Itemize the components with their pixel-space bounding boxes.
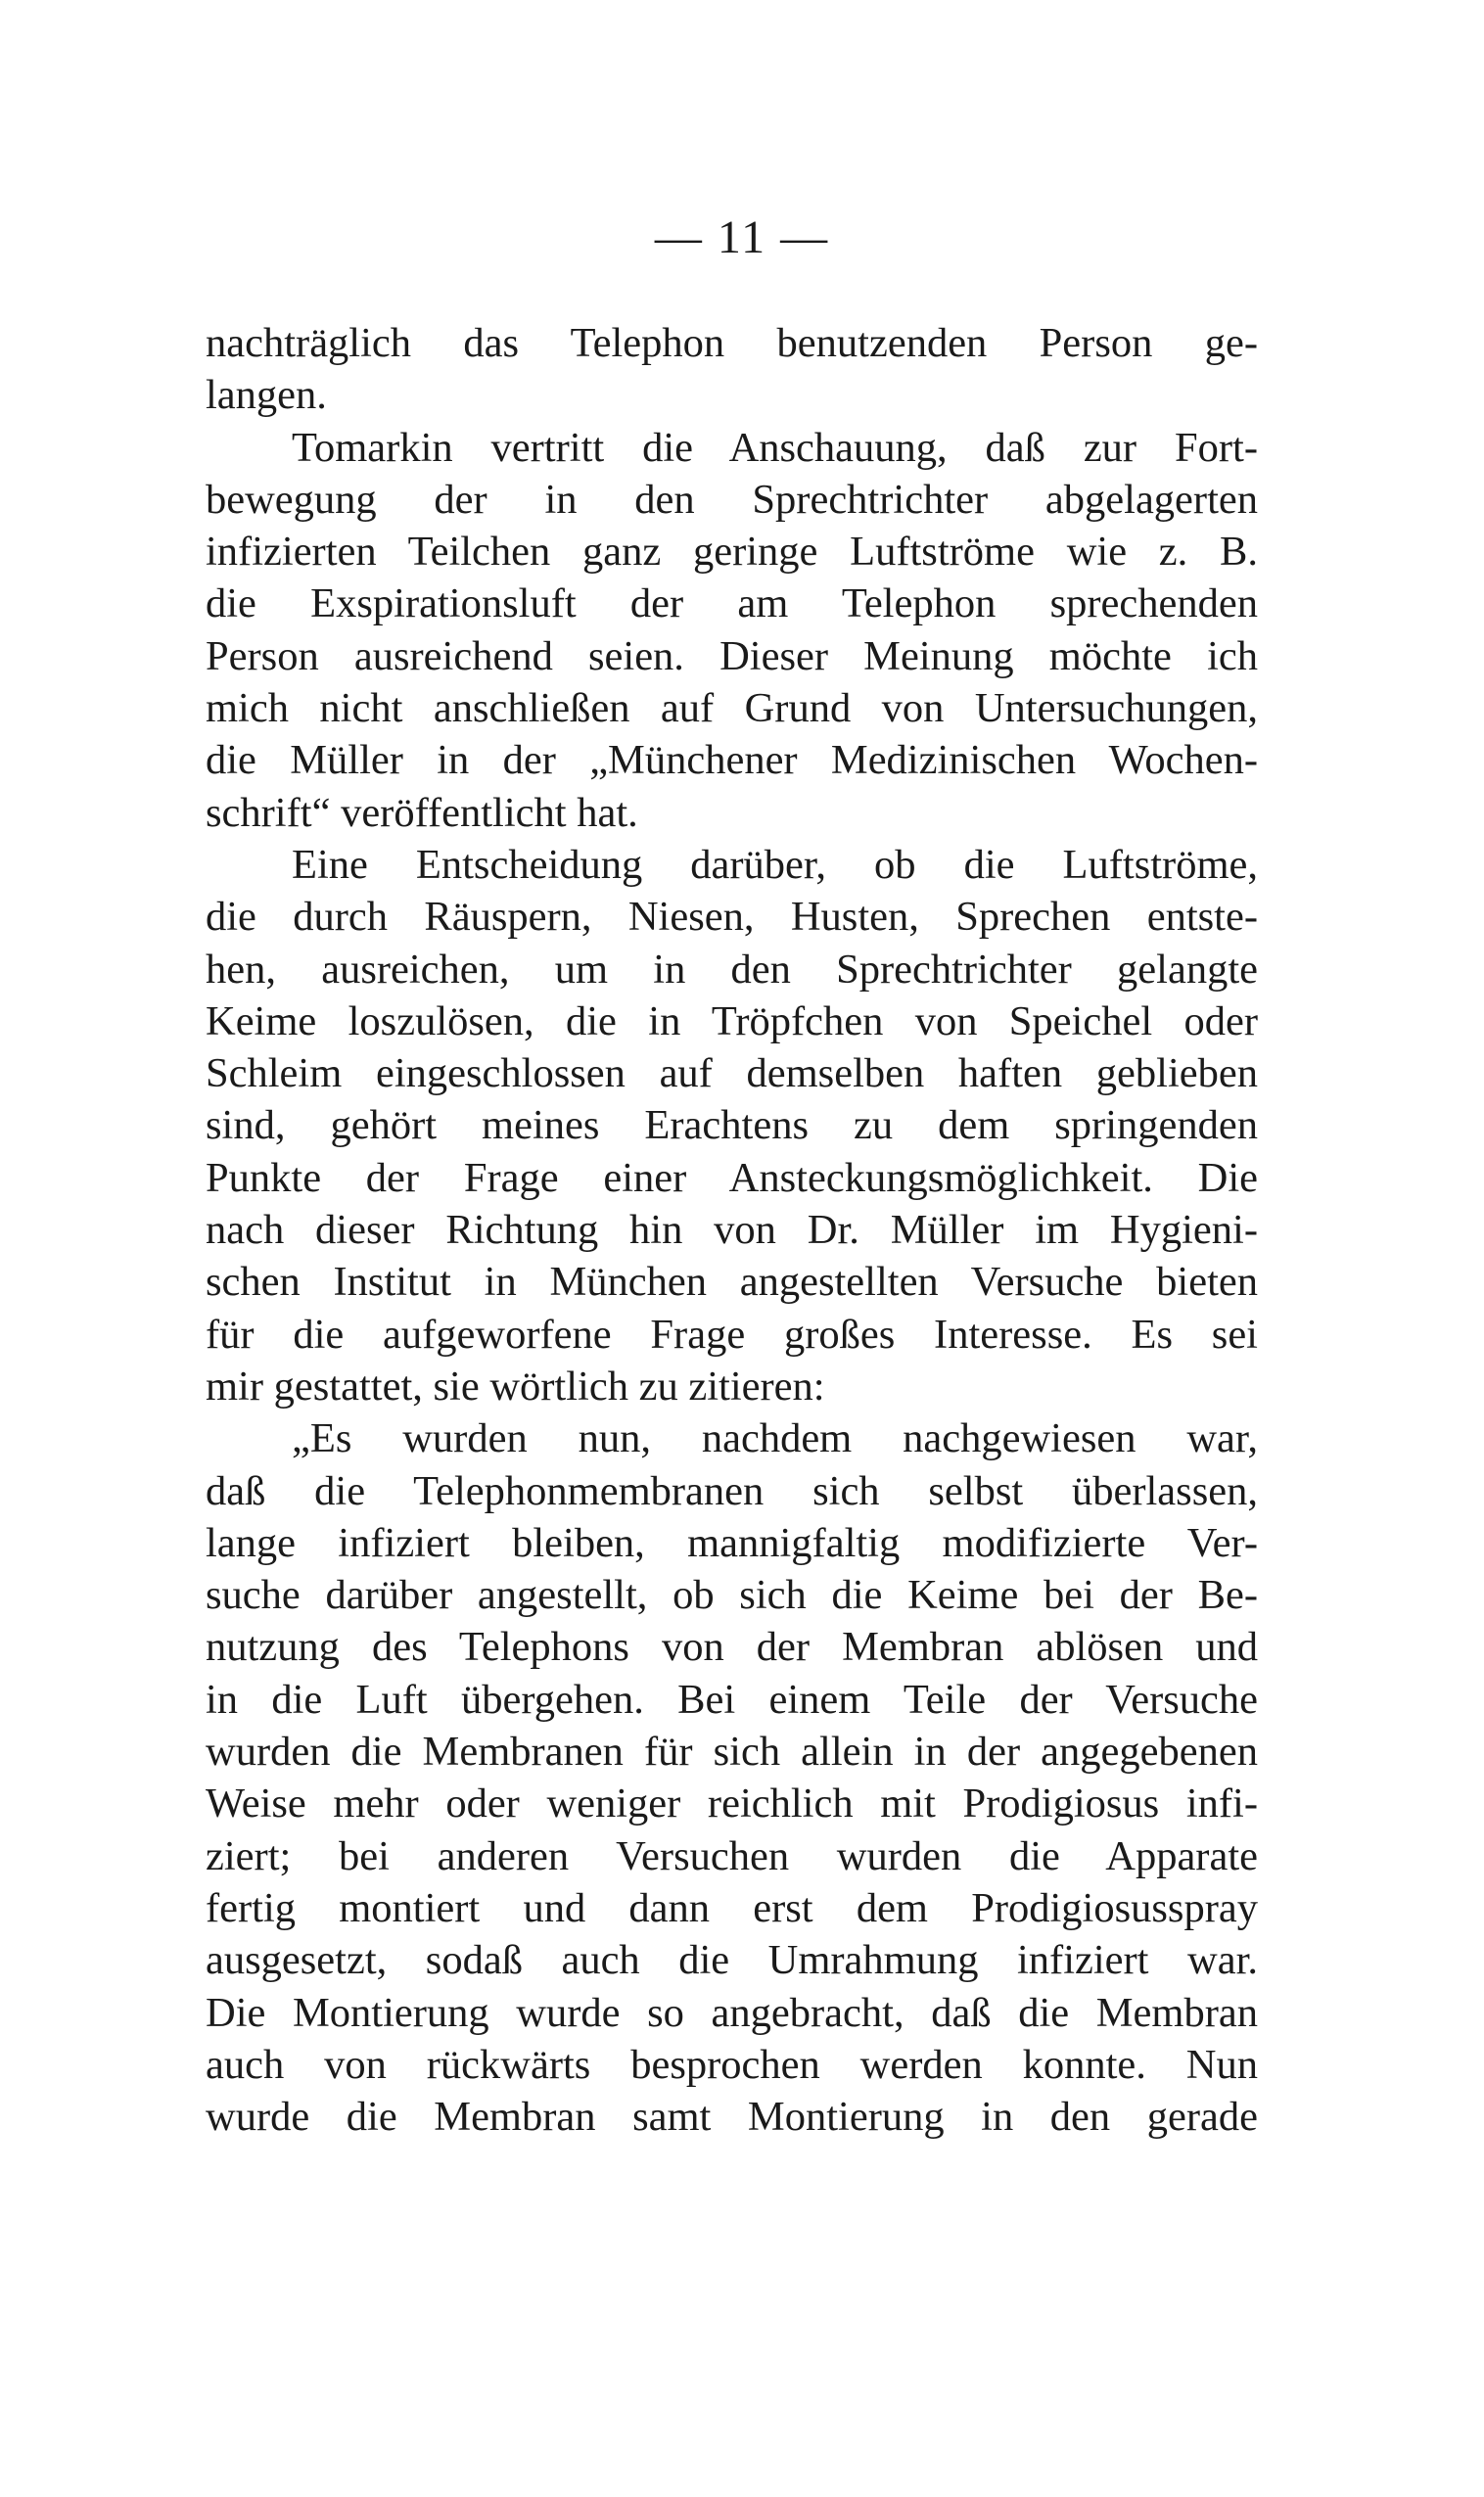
text-line: wurden die Membranen für sich allein in der angegebenen	[206, 1729, 1258, 1776]
text-line: infizierten Teilchen ganz geringe Luftströme wie z. B.	[206, 529, 1258, 576]
text-line: Punkte der Frage einer Ansteckungsmöglichkeit. Die	[206, 1154, 1258, 1201]
text-line: die durch Räuspern, Niesen, Husten, Sprechen entste-	[206, 894, 1258, 941]
text-line: ziert; bei anderen Versuchen wurden die Apparate	[206, 1832, 1258, 1879]
text-line: langen.	[206, 372, 327, 419]
text-line: fertig montiert und dann erst dem Prodigiosusspray	[206, 1884, 1258, 1931]
text-line: „Es wurden nun, nachdem nachgewiesen war,	[292, 1415, 1258, 1462]
text-line: Tomarkin vertritt die Anschauung, daß zur Fort-	[292, 424, 1258, 471]
text-line: die Exspirationsluft der am Telephon sprechenden	[206, 580, 1258, 627]
text-line: mir gestattet, sie wörtlich zu zitieren:	[206, 1363, 825, 1410]
text-line: ausgesetzt, sodaß auch die Umrahmung infiziert war.	[206, 1937, 1258, 1984]
text-line: hen, ausreichen, um in den Sprechtrichter gelangte	[206, 946, 1258, 993]
text-line: nachträglich das Telephon benutzenden Person ge-	[206, 320, 1258, 366]
text-line: Keime loszulösen, die in Tröpfchen von Speichel oder	[206, 997, 1258, 1044]
text-line: mich nicht anschließen auf Grund von Untersuchungen,	[206, 685, 1258, 732]
text-line: nutzung des Telephons von der Membran ablösen und	[206, 1624, 1258, 1671]
text-line: auch von rückwärts besprochen werden konnte. Nun	[206, 2041, 1258, 2088]
text-line: nach dieser Richtung hin von Dr. Müller im Hygieni-	[206, 1207, 1258, 1254]
text-line: wurde die Membran samt Montierung in den gerade	[206, 2094, 1258, 2141]
text-line: Weise mehr oder weniger reichlich mit Prodigiosus infi-	[206, 1780, 1258, 1827]
text-line: Person ausreichend seien. Dieser Meinung möchte ich	[206, 632, 1258, 679]
text-line: lange infiziert bleiben, mannigfaltig modifizierte Ver-	[206, 1519, 1258, 1566]
text-line: daß die Telephonmembranen sich selbst überlassen,	[206, 1467, 1258, 1514]
text-line: schrift“ veröffentlicht hat.	[206, 789, 638, 836]
page-number: — 11 —	[654, 211, 830, 263]
text-line: Die Montierung wurde so angebracht, daß die Membran	[206, 1989, 1258, 2036]
text-line: schen Institut in München angestellten Versuche bieten	[206, 1259, 1258, 1306]
text-line: suche darüber angestellt, ob sich die Keime bei der Be-	[206, 1572, 1258, 1619]
text-line: die Müller in der „Münchener Medizinischen Wochen-	[206, 737, 1258, 784]
text-line: bewegung der in den Sprechtrichter abgelagerten	[206, 476, 1258, 523]
text-line: für die aufgeworfene Frage großes Interesse. Es sei	[206, 1311, 1258, 1358]
text-line: in die Luft übergehen. Bei einem Teile der Versuche	[206, 1676, 1258, 1723]
body-text	[206, 317, 1258, 2143]
text-line: Schleim eingeschlossen auf demselben haften geblieben	[206, 1050, 1258, 1097]
text-line: sind, gehört meines Erachtens zu dem springenden	[206, 1102, 1258, 1149]
text-line: Eine Entscheidung darüber, ob die Luftströme,	[292, 841, 1258, 888]
